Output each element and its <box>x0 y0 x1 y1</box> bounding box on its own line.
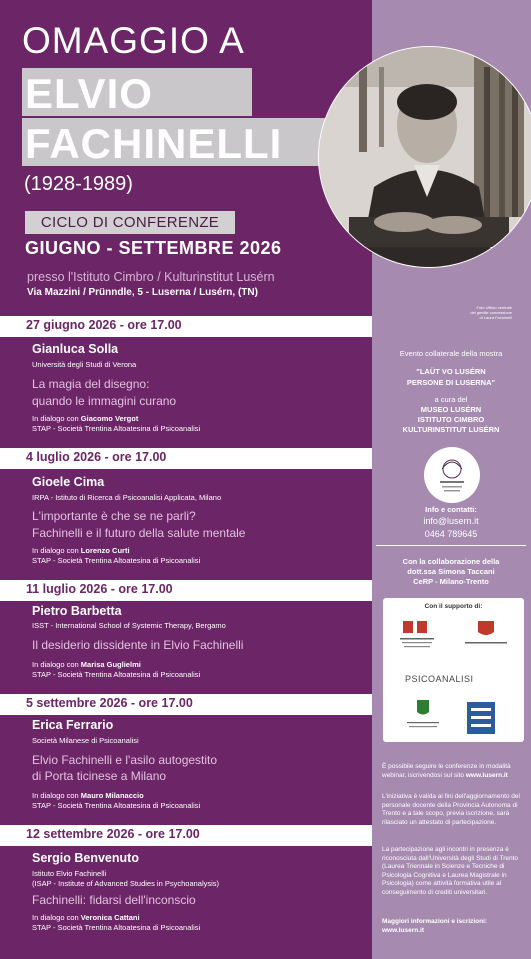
event-dialog: In dialogo con Lorenzo Curti <box>32 546 130 555</box>
photo-credit: Foto Ufficio centrale del gentile concessione di Laura Fachinelli <box>470 305 512 320</box>
contact-phone: 0464 789645 <box>424 529 478 539</box>
cycle-badge: CICLO DI CONFERENZE <box>25 211 235 234</box>
period: GIUGNO - SETTEMBRE 2026 <box>25 238 282 258</box>
address: Via Mazzini / Prünndle, 5 - Luserna / Lusérn, (TN) <box>27 287 258 298</box>
event-dialog-org: STAP - Società Trentina Altoatesina di Psicoanalisi <box>32 923 201 932</box>
event-title-line: Fachinelli e il futuro della salute mentale <box>32 526 246 540</box>
event-title-line: L'importante è che se ne parli? <box>32 509 196 523</box>
event-date: 27 giugno 2026 - ore 17.00 <box>26 318 182 332</box>
event-date: 4 luglio 2026 - ore 17.00 <box>26 450 167 464</box>
collab-line-2: dott.ssa Simona Taccani <box>407 567 495 576</box>
event-title-line: quando le immagini curano <box>32 394 177 408</box>
event-dialog: In dialogo con Marisa Guglielmi <box>32 660 141 669</box>
divider <box>376 545 526 546</box>
event-title-line: Il desiderio dissidente in Elvio Fachinelli <box>32 638 244 652</box>
sponsors-box <box>383 598 524 742</box>
event-date: 12 settembre 2026 - ore 17.00 <box>26 827 200 841</box>
event-date: 11 luglio 2026 - ore 17.00 <box>26 582 173 596</box>
event-affiliation: IRPA - Istituto di Ricerca di Psicoanalisi Applicata, Milano <box>32 493 222 502</box>
event-speaker: Erica Ferrario <box>32 718 114 732</box>
event-speaker: Gianluca Solla <box>32 342 119 356</box>
psicoanalisi-logo: PSICOANALISI <box>405 674 474 684</box>
event-date-bar <box>0 316 372 337</box>
note-teachers: L'iniziativa è valida ai fini dell'aggiornamento del personale docente della Provincia Autonoma di Trento e a tale scopo, previa iscrizione, sarà rilasciato un attestato di partecipazione. <box>382 793 520 826</box>
collateral-label: Evento collaterale della mostra <box>399 349 503 358</box>
portrait-photo <box>318 46 531 268</box>
event-dialog-org: STAP - Società Trentina Altoatesina di Psicoanalisi <box>32 670 201 679</box>
exhibit-title-2: PERSONE DI LUSERNA" <box>406 378 496 387</box>
event-speaker: Sergio Benvenuto <box>32 851 139 865</box>
exhibit-title-1: "LAÜT VO LUSÉRN <box>416 367 486 376</box>
contact-email[interactable]: info@lusern.it <box>423 516 479 526</box>
event-title-line: Fachinelli: fidarsi dell'inconscio <box>32 893 196 907</box>
event-date-bar <box>0 825 372 846</box>
org-kulturinstitut: KULTURINSTITUT LUSÉRN <box>402 425 500 434</box>
event-speaker: Pietro Barbetta <box>32 604 122 618</box>
event-affiliation: Università degli Studi di Verona <box>32 360 137 369</box>
title-elvio: ELVIO <box>25 70 153 117</box>
regione-logo <box>397 618 437 658</box>
event-date-bar <box>0 448 372 469</box>
kulturinstitut-logo <box>424 447 480 503</box>
event-affiliation: Società Milanese di Psicoanalisi <box>32 736 139 745</box>
event-affiliation: ISST - International School of Systemic Therapy, Bergamo <box>32 621 226 630</box>
collab-line-3: CeRP - Milano-Trento <box>413 577 489 586</box>
event-dialog: In dialogo con Mauro Milanaccio <box>32 791 144 800</box>
provincia-logo <box>461 618 511 658</box>
event-speaker: Gioele Cima <box>32 475 105 489</box>
event-dialog-org: STAP - Società Trentina Altoatesina di Psicoanalisi <box>32 801 201 810</box>
venue: presso l'Istituto Cimbro / Kulturinstitut Lusérn <box>27 270 275 284</box>
event-dialog: In dialogo con Giacomo Vergot <box>32 414 139 423</box>
event-affiliation-2: (ISAP - Institute of Advanced Studies in Psychoanalysis) <box>32 879 220 888</box>
org-museo: MUSEO LUSÉRN <box>420 405 482 414</box>
collab-line-1: Con la collaborazione della <box>402 557 500 566</box>
event-affiliation: Istituto Elvio Fachinelli <box>32 869 107 878</box>
event-title-line: Elvio Fachinelli e l'asilo autogestito <box>32 753 218 767</box>
curated-label: a cura del <box>434 395 468 404</box>
event-date: 5 settembre 2026 - ore 17.00 <box>26 696 193 710</box>
event-title-line: La magia del disegno: <box>32 377 150 391</box>
biblioteca-logo <box>403 698 443 736</box>
event-date-bar <box>0 580 372 601</box>
contacts-label: Info e contatti: <box>425 505 477 514</box>
org-istituto: ISTITUTO CIMBRO <box>417 415 485 424</box>
event-title-line: di Porta ticinese a Milano <box>32 769 167 783</box>
note-university: La partecipazione agli incontri in presenza è riconosciuta dall'Università degli Studi di Trento (Laurea Triennale in Scienze e Tecniche di Psicologia Cognitiva e Laurea Magistrale in Psicologia) come attività formativa utile al conseguimento di crediti universitari. <box>382 846 519 896</box>
event-dialog-org: STAP - Società Trentina Altoatesina di Psicoanalisi <box>32 556 201 565</box>
event-dialog-org: STAP - Società Trentina Altoatesina di Psicoanalisi <box>32 424 201 433</box>
note-webinar: È possibile seguire le conferenze in modalità webinar, iscrivendosi sul sito www.lusern.it <box>382 763 511 779</box>
title-fachinelli: FACHINELLI <box>25 120 283 167</box>
title-omaggio: OMAGGIO A <box>22 20 245 61</box>
years: (1928-1989) <box>24 173 133 195</box>
support-label: Con il supporto di: <box>424 603 483 610</box>
more-info: Maggiori informazioni e iscrizioni: www.lusern.it <box>382 918 488 934</box>
event-dialog: In dialogo con Veronica Cattani <box>32 913 140 922</box>
event-date-bar <box>0 694 372 715</box>
alpe-cimbra-logo <box>467 702 495 734</box>
